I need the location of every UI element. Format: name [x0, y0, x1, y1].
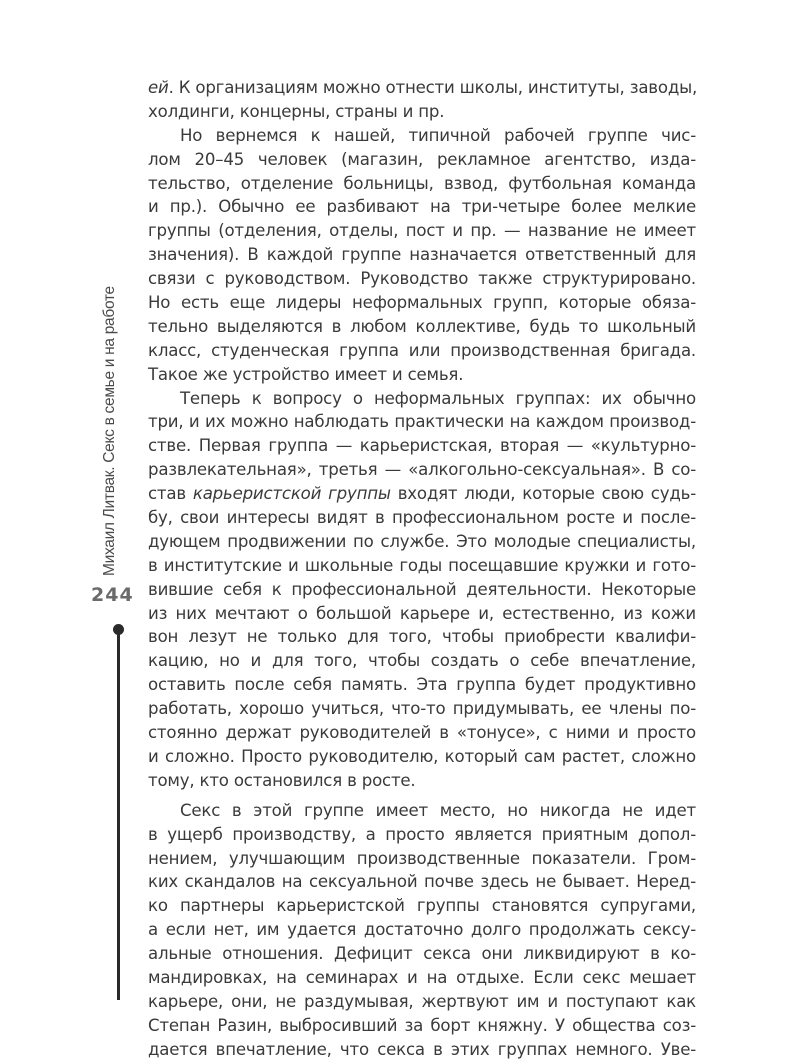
- text-line: тому, кто остановился в росте.: [148, 770, 416, 790]
- text-line: работать, хорошо учиться, что-то придумывать, ее члены по-: [148, 699, 696, 719]
- text-line: дующем продвижении по службе. Это молодые специалисты,: [148, 531, 696, 551]
- text-line: тельно выделяются в любом коллективе, будь то школьный: [148, 316, 696, 336]
- text-line: вившие себя к профессиональной деятельности. Некоторые: [148, 579, 696, 599]
- text-line: класс, студенческая группа или производственная бригада.: [148, 340, 696, 360]
- running-head: Михаил Литвак. Секс в семье и на работе: [101, 286, 118, 576]
- text-line: нением, улучшающим производственные показатели. Гром-: [148, 848, 696, 868]
- text-line: Но есть еще лидеры неформальных групп, которые обяза-: [148, 293, 696, 313]
- text-line: развлекательная», третья — «алкогольно-сексуальная». В со-: [148, 460, 696, 480]
- text-line: бу, свои интересы видят в профессиональном росте и после-: [148, 508, 696, 528]
- italic-fragment: карьеристской группы: [192, 484, 391, 504]
- text-line: и сложно. Просто руководителю, который сам растет, сложно: [148, 746, 696, 766]
- body-text: [148, 76, 696, 1062]
- text-line: вон лезут не только для того, чтобы приобрести квалифи-: [148, 627, 696, 647]
- text-line: Секс в этой группе имеет место, но никогда не идет: [180, 800, 696, 820]
- text-line: а если нет, им удается достаточно долго продолжать сексу-: [148, 920, 696, 940]
- text-line: ких скандалов на сексуальной почве здесь не бывает. Неред-: [148, 872, 696, 892]
- text-line: значения). В каждой группе назначается ответственный для: [148, 245, 696, 265]
- text-line: из них мечтают о большой карьере и, естественно, из кожи: [148, 603, 696, 623]
- text-line: дается впечатление, что секса в этих группах немного. Уве-: [148, 1039, 696, 1059]
- text-line: холдинги, концерны, страны и пр.: [148, 101, 445, 121]
- text-line: стве. Первая группа — карьеристская, вторая — «культурно-: [148, 436, 696, 456]
- text-line: Теперь к вопросу о неформальных группах: их обычно: [180, 388, 696, 408]
- text-line: ко партнеры карьеристской группы становятся супругами,: [148, 896, 696, 916]
- text-line: стоянно держат руководителей в «тонусе», с ними и просто: [148, 723, 696, 743]
- text-line: оставить после себя память. Эта группа будет продуктивно: [148, 675, 696, 695]
- text-line: став карьеристской группы входят люди, которые свою судь-: [148, 484, 696, 504]
- text-line: Но вернемся к нашей, типичной рабочей группе чис-: [180, 125, 696, 145]
- text-line: в ущерб производству, а просто является приятным допол-: [148, 824, 696, 844]
- text-line: и пр.). Обычно ее разбивают на три-четыре более мелкие: [148, 197, 696, 217]
- text-line: ей. К организациям можно отнести школы, институты, заводы,: [148, 78, 698, 97]
- text-line: мандировках, на семинарах и на отдыхе. Если секс мешает: [148, 967, 696, 987]
- text-line: лом 20–45 человек (магазин, рекламное агентство, изда-: [148, 149, 696, 169]
- text-line: связи с руководством. Руководство также структурировано.: [148, 269, 696, 289]
- text-line: Степан Разин, выбросивший за борт княжну. У общества соз-: [148, 1015, 696, 1035]
- page-number: 244: [91, 584, 134, 606]
- vertical-rule: [117, 628, 120, 1000]
- text-line: три, и их можно наблюдать практически на каждом производ-: [148, 412, 696, 432]
- text-line: в институтские и школьные годы посещавшие кружки и гото-: [148, 555, 696, 575]
- text-line: тельство, отделение больницы, взвод, футбольная команда: [148, 173, 696, 193]
- text-line: альные отношения. Дефицит секса они ликвидируют в ко-: [148, 944, 696, 964]
- text-line: группы (отделения, отделы, пост и пр. — название не имеет: [148, 221, 696, 241]
- italic-fragment: ей: [148, 78, 169, 97]
- text-line: карьере, они, не раздумывая, жертвуют им и поступают как: [148, 991, 696, 1011]
- text-line: Такое же устройство имеет и семья.: [148, 364, 464, 384]
- text-line: кацию, но и для того, чтобы создать о себе впечатление,: [148, 651, 696, 671]
